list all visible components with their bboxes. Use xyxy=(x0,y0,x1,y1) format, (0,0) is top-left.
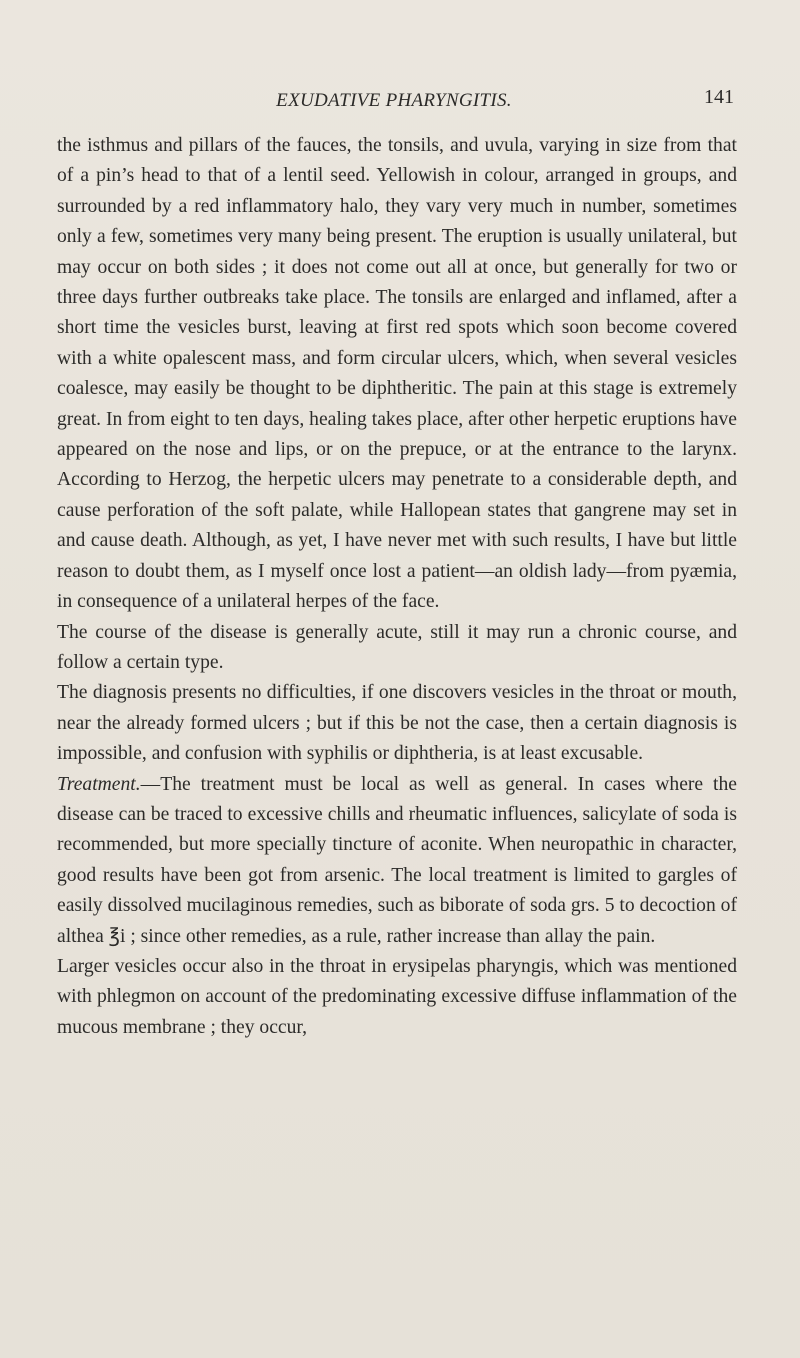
treatment-text: —The treatment must be local as well as general. In cases where the disease can be traced to excessive chills and rheumatic influences, salicylate of soda is recommended, but more specially tincture of aconite. When neuropathic in character, good results have been got from arsenic. The local treatment is limited to gargles of easily dissolved mucilaginous remedies, such as biborate of soda grs. 5 to decoction of althea ℥i ; since other remedies, as a rule, rather increase than allay the pain. xyxy=(57,773,737,947)
paragraph-treatment xyxy=(57,770,737,952)
paragraph-course: The course of the disease is generally acute, still it may run a chronic course, and follow a certain type. xyxy=(57,621,737,673)
paragraph-larger-vesicles: Larger vesicles occur also in the throat in erysipelas pharyngis, which was mentioned with phlegmon on account of the predominating excessive diffuse inflammation of the mucous membrane ; they occur, xyxy=(57,955,737,1038)
paragraph-herpes-description: the isthmus and pillars of the fauces, the tonsils, and uvula, varying in size from that of a pin’s head to that of a lentil seed. Yellowish in colour, arranged in groups, and surrounded by a red inflammatory halo, they vary very much in number, sometimes only a few, sometimes very many being present. The eruption is usually unilateral, but may occur on both sides ; it does not come out all at once, but generally for two or three days further outbreaks take place. The tonsils are enlarged and inflamed, after a short time the vesicles burst, leaving at first red spots which soon become covered with a white opalescent mass, and form circular ulcers, which, when several vesicles coalesce, may easily be thought to be diphtheritic. The pain at this stage is extremely great. In from eight to ten days, healing takes place, after other herpetic eruptions have appeared on the nose and lips, or on the prepuce, or at the entrance to the larynx. According to Herzog, the herpetic ulcers may penetrate to a considerable depth, and cause perforation of the soft palate, while Hallopean states that gangrene may set in and cause death. Although, as yet, I have never met with such results, I have but little reason to doubt them, as I myself once lost a patient—an oldish lady—from pyæmia, in consequence of a unilateral herpes of the face. xyxy=(57,135,737,613)
paragraph-diagnosis: The diagnosis presents no difficulties, if one discovers vesicles in the throat or mouth, near the already formed ulcers ; but if this be not the case, then a certain diagnosis is impossible, and confusion with syphilis or diphtheria, is at least excusable. xyxy=(57,682,737,765)
running-title: EXUDATIVE PHARYNGITIS. xyxy=(276,90,512,111)
page-number: 141 xyxy=(704,86,734,108)
running-head xyxy=(58,86,734,118)
treatment-heading: Treatment. xyxy=(57,773,141,795)
body-text xyxy=(57,131,737,1043)
